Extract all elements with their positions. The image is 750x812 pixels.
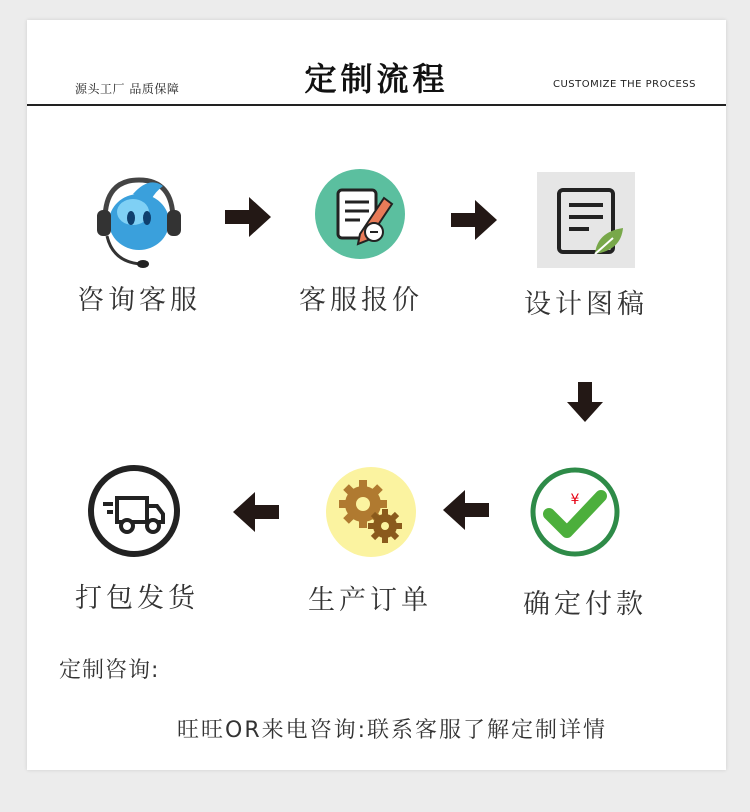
customer-service-headset-icon <box>93 172 183 272</box>
header-subtitle-en: CUSTOMIZE THE PROCESS <box>552 79 696 90</box>
quote-document-pencil-icon <box>314 168 406 260</box>
production-gears-icon <box>325 466 417 558</box>
process-card <box>27 20 726 770</box>
header-tagline: 源头工厂 品质保障 <box>75 82 180 96</box>
step-label-payment: 确定付款 <box>523 589 647 620</box>
arrow-down-icon <box>565 380 605 424</box>
header-divider <box>27 104 726 106</box>
step-label-production: 生产订单 <box>308 585 432 616</box>
step-label-quote: 客服报价 <box>299 285 423 316</box>
design-document-leaf-icon <box>537 172 635 268</box>
arrow-left-icon <box>441 488 491 532</box>
footer-label: 定制咨询: <box>59 658 160 683</box>
delivery-truck-icon <box>87 464 181 558</box>
arrow-right-icon <box>449 198 499 242</box>
payment-check-icon <box>529 466 621 558</box>
arrow-left-icon <box>231 490 281 534</box>
page-title: 定制流程 <box>304 60 449 98</box>
step-label-consult: 咨询客服 <box>77 285 201 316</box>
step-label-shipping: 打包发货 <box>75 583 199 614</box>
step-label-design: 设计图稿 <box>524 289 648 320</box>
footer-contact-text: 旺旺OR来电咨询:联系客服了解定制详情 <box>177 718 608 743</box>
payment-yen-symbol: ¥ <box>570 492 580 508</box>
arrow-right-icon <box>223 195 273 239</box>
